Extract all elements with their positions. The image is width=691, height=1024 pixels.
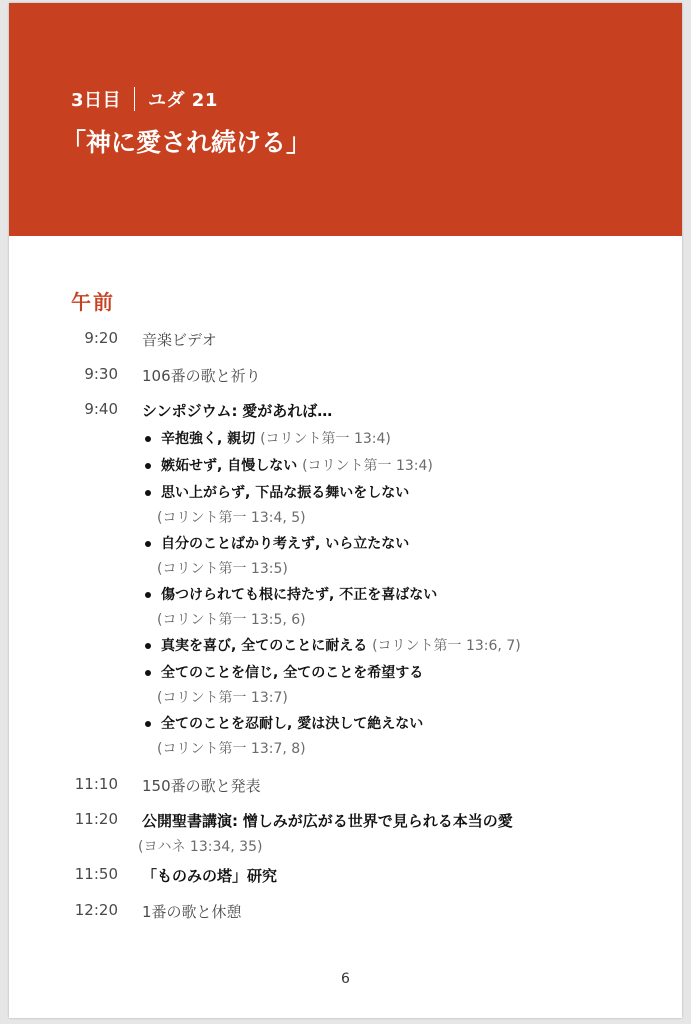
theme-title: 「神に愛され続ける」 [61, 128, 312, 157]
time: 11:20 [74, 810, 118, 828]
bullet-dot [145, 721, 151, 727]
bullet-ref: (コリント第一 13:5) [157, 561, 288, 577]
document-page [9, 3, 682, 1018]
item-title: 106番の歌と祈り [142, 367, 261, 385]
bullet-text: 真実を喜び, 全てのことに耐える [161, 638, 368, 654]
time: 11:50 [74, 865, 118, 883]
item-title: 1番の歌と休憩 [142, 903, 242, 921]
item-subtitle: 愛があれば… [242, 402, 333, 420]
item-title: 音楽ビデオ [142, 331, 217, 349]
item-title: 150番の歌と発表 [142, 777, 261, 795]
bullet-text: 嫉妬せず, 自慢しない [161, 458, 298, 474]
time: 9:40 [84, 400, 118, 418]
time: 9:20 [84, 329, 118, 347]
day-label: 3日目 [71, 90, 122, 111]
time: 12:20 [74, 901, 118, 919]
bullet-ref: (コリント第一 13:7, 8) [157, 741, 306, 757]
bullet-dot [145, 436, 151, 442]
bullet-dot [145, 592, 151, 598]
bullet-dot [145, 670, 151, 676]
day-separator [134, 87, 135, 111]
bullet-ref: (コリント第一 13:5, 6) [157, 612, 306, 628]
bullet-ref: (コリント第一 13:4) [302, 458, 433, 474]
bullet-text: 全てのことを信じ, 全てのことを希望する [161, 665, 424, 681]
bullet-text: 辛抱強く, 親切 [161, 431, 256, 447]
item-title [142, 400, 332, 421]
item-title: 「ものみの塔」研究 [142, 867, 278, 885]
book-label: ユダ 21 [148, 90, 218, 111]
bullet-text: 全てのことを忍耐し, 愛は決して絶えない [161, 716, 424, 732]
bullet-ref: (コリント第一 13:7) [157, 690, 288, 706]
bullet-text: 思い上がらず, 下品な振る舞いをしない [161, 485, 410, 501]
time: 11:10 [74, 775, 118, 793]
bullet-dot [145, 643, 151, 649]
item-ref: (ヨハネ 13:34, 35) [138, 839, 263, 855]
bullet-line [161, 428, 391, 448]
item-title [142, 810, 513, 831]
bullet-ref: (コリント第一 13:6, 7) [372, 638, 521, 654]
header-banner [9, 3, 682, 236]
bullet-dot [145, 463, 151, 469]
bullet-text: 自分のことばかり考えず, いら立たない [161, 536, 410, 552]
item-heading: 公開聖書講演: [142, 812, 238, 830]
bullet-line [161, 635, 521, 655]
bullet-line [161, 455, 433, 475]
bullet-dot [145, 490, 151, 496]
bullet-ref: (コリント第一 13:4) [260, 431, 391, 447]
section-title: 午前 [71, 290, 115, 314]
bullet-dot [145, 541, 151, 547]
bullet-text: 傷つけられても根に持たず, 不正を喜ばない [161, 587, 438, 603]
item-heading: シンポジウム: [142, 402, 238, 420]
bullet-ref: (コリント第一 13:4, 5) [157, 510, 306, 526]
page-number: 6 [341, 971, 350, 987]
time: 9:30 [84, 365, 118, 383]
item-subtitle: 憎しみが広がる世界で見られる本当の愛 [242, 812, 513, 830]
day-line [71, 86, 218, 112]
